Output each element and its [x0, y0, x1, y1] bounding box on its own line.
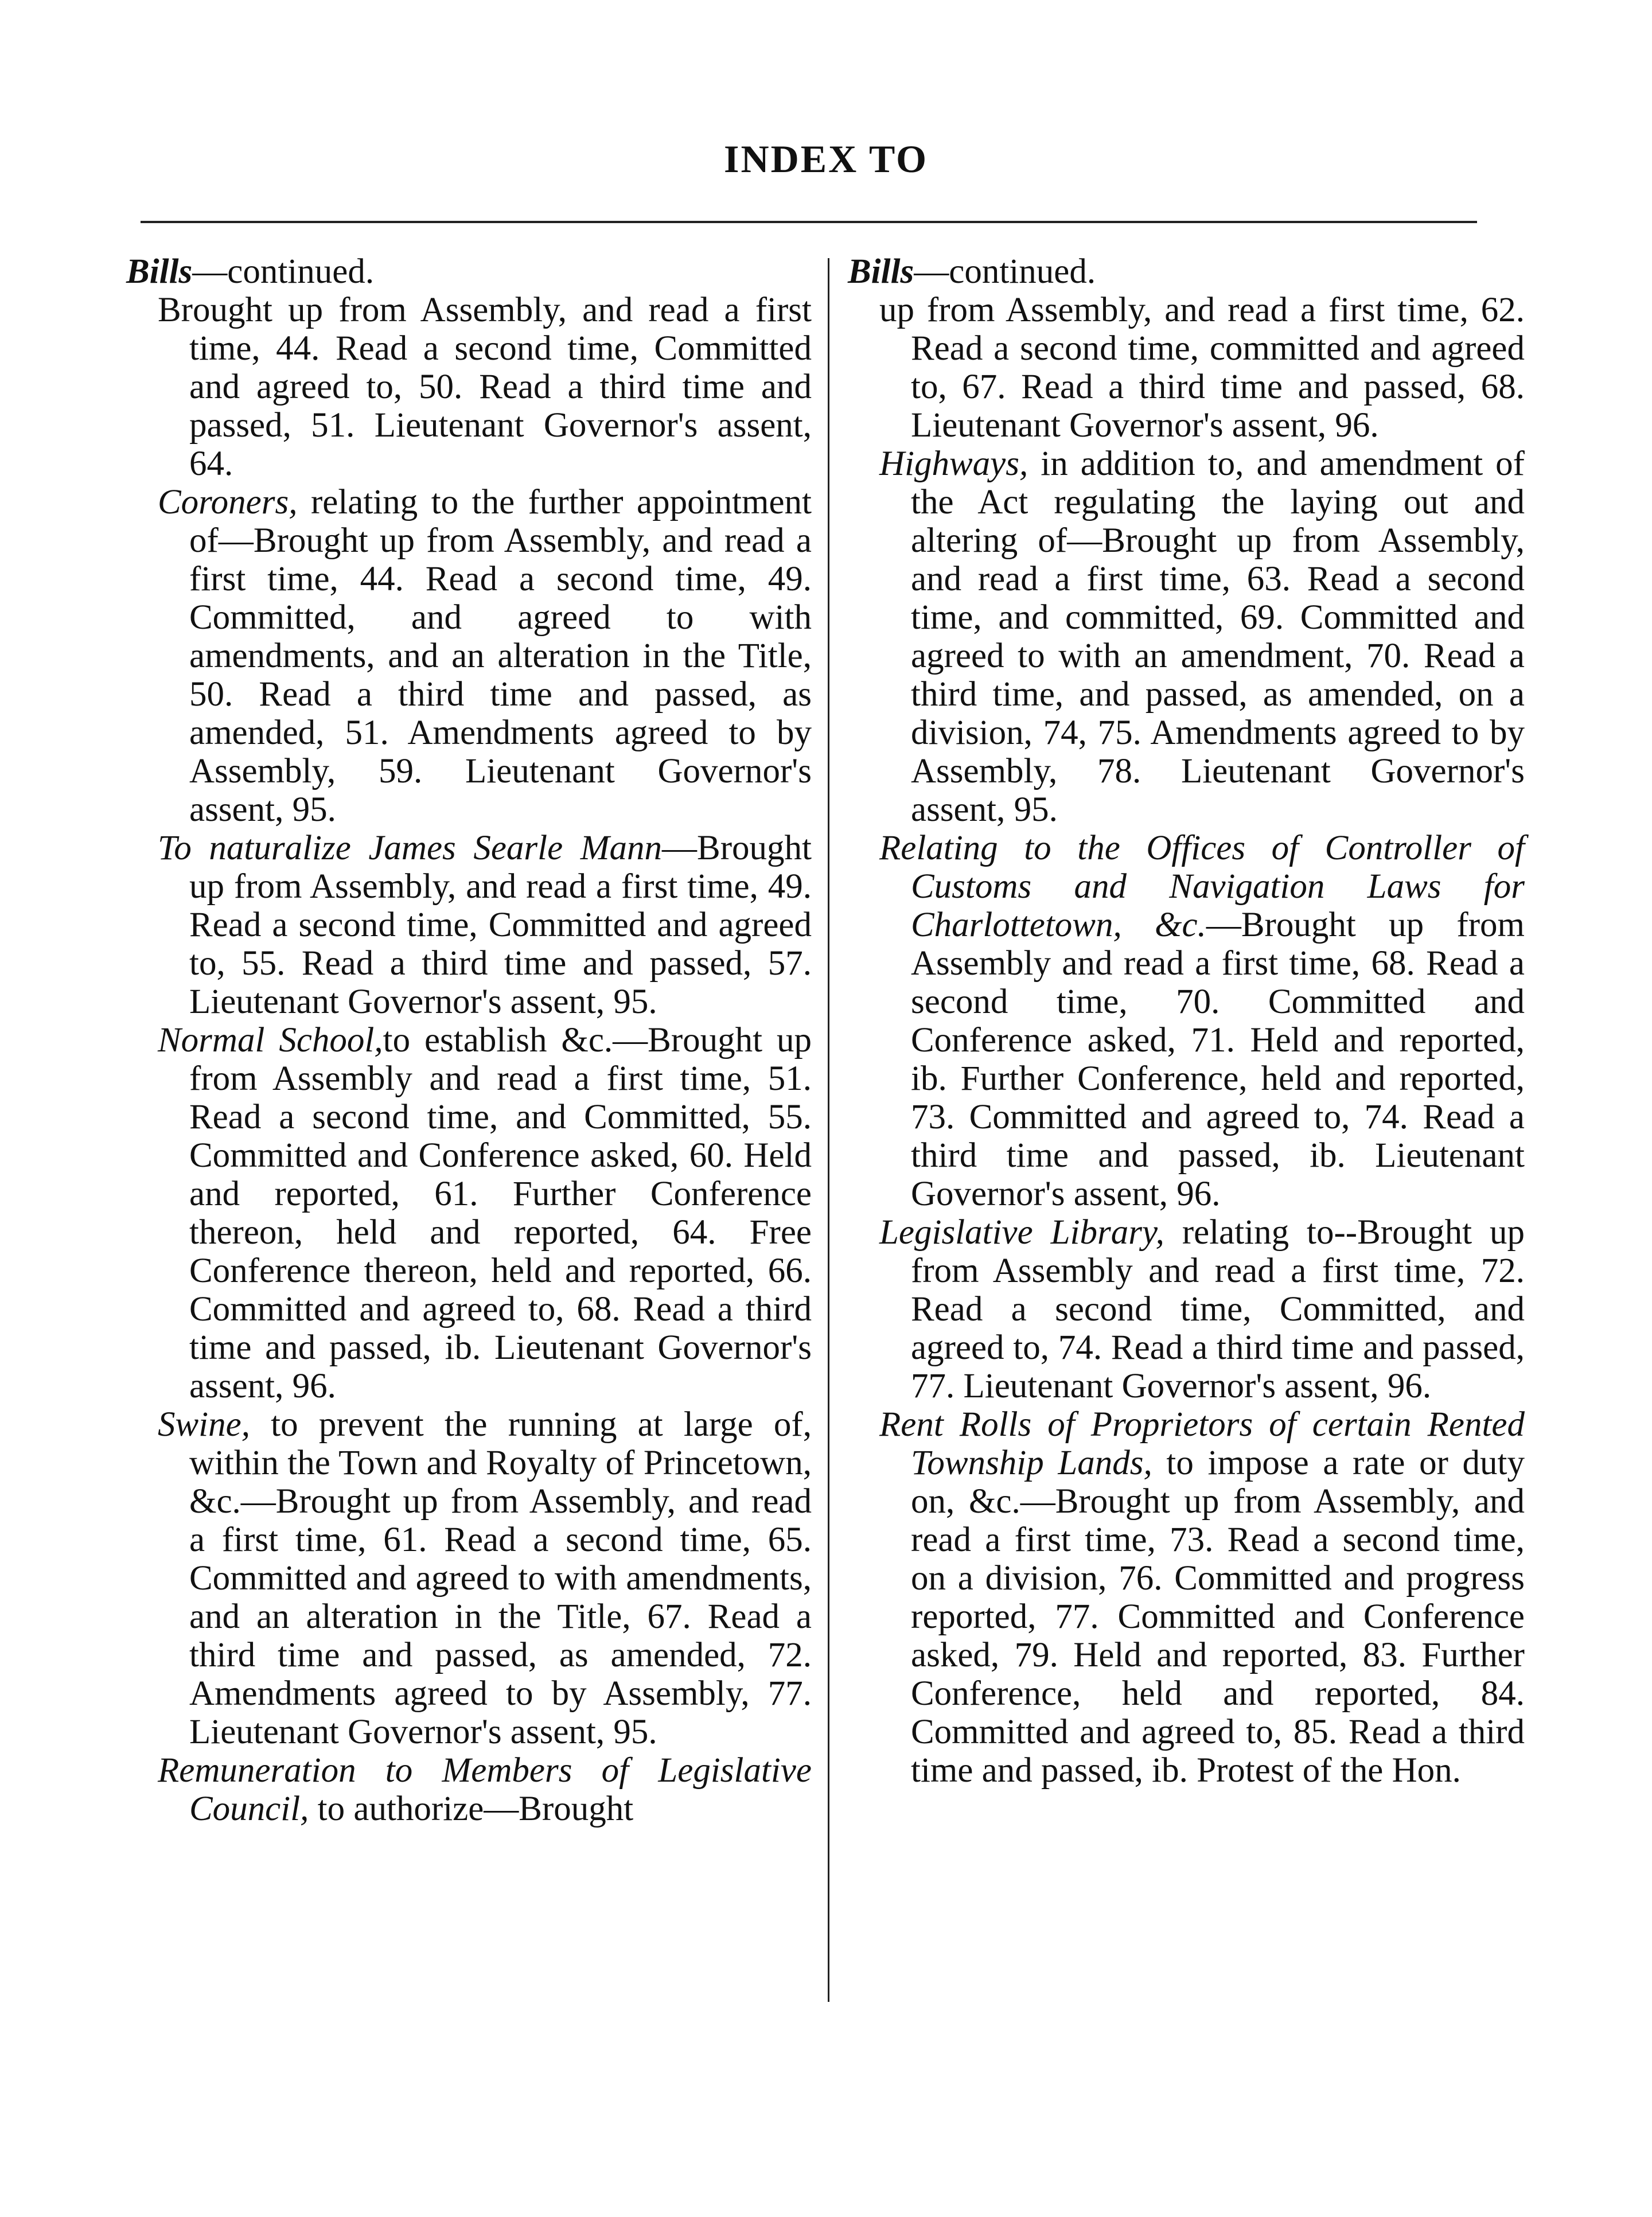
- entry-body: to prevent the running at large of, within the Town and Royalty of Princetown, &c.—Brought up from Assembly, and read a first time, 61. Read a second time, 65. Committed and agreed to with amendments, and an alteration in the Title, 67. Read a third time and passed, as amended, 72. Amendments agreed to by Assembly, 77. Lieutenant Governor's assent, 95.: [189, 1405, 812, 1751]
- index-entry: [848, 445, 1525, 829]
- continued-heading: [126, 252, 812, 291]
- entry-body: relating to--Brought up from Assembly and read a first time, 72. Read a second time, Committed, and agreed to, 74. Read a third time and passed, 77. Lieutenant Governor's assent, 96.: [911, 1213, 1525, 1405]
- entry-body: to impose a rate or duty on, &c.—Brought up from Assembly, and read a first time, 73. Read a second time, on a division, 76. Committed and progress reported, 77. Committed and Conference asked, 79. Held and reported, 83. Further Conference, held and reported, 84. Committed and agreed to, 85. Read a third time and passed, ib. Protest of the Hon.: [911, 1444, 1525, 1790]
- index-entry: [126, 483, 812, 829]
- index-entry: [848, 829, 1525, 1213]
- column-divider: [828, 258, 829, 2002]
- entry-title: Highways,: [879, 445, 1028, 483]
- index-entry: [126, 1405, 812, 1751]
- left-column: [126, 252, 812, 1828]
- section-heading: Bills: [848, 252, 914, 291]
- entry-body: up from Assembly, and read a first time, 62. Read a second time, committed and agreed to, 67. Read a third time and passed, 68. Lieutenant Governor's assent, 96.: [879, 291, 1525, 445]
- entry-body: Brought up from Assembly, and read a first time, 44. Read a second time, Committed and agreed to, 50. Read a third time and passed, 51. Lieutenant Governor's assent, 64.: [158, 291, 812, 483]
- right-column: [848, 252, 1525, 1790]
- header-rule: [141, 221, 1477, 223]
- index-entry: [848, 1213, 1525, 1405]
- entry-body: to establish &c.—Brought up from Assembly and read a first time, 51. Read a second time, and Committed, 55. Committed and Conference asked, 60. Held and reported, 61. Further Conference thereon, held and reported, 64. Free Conference thereon, held and reported, 66. Committed and agreed to, 68. Read a third time and passed, ib. Lieutenant Governor's assent, 96.: [189, 1021, 812, 1405]
- continued-suffix: —continued.: [192, 252, 375, 291]
- index-entry: [848, 1405, 1525, 1790]
- index-entry: [126, 1021, 812, 1405]
- continued-suffix: —continued.: [914, 252, 1096, 291]
- entry-body: relating to the further appointment of—Brought up from Assembly, and read a first time, 44. Read a second time, 49. Committed, and agreed to with amendments, and an alteration in the Title, 50. Read a third time and passed, as amended, 51. Amendments agreed to by Assembly, 59. Lieutenant Governor's assent, 95.: [189, 483, 812, 829]
- page-title: INDEX TO: [724, 137, 928, 181]
- entry-body: in addition to, and amendment of the Act regulating the laying out and altering of—Brought up from Assembly, and read a first time, 63. Read a second time, and committed, 69. Committed and agreed to with an amendment, 70. Read a third time, and passed, as amended, on a division, 74, 75. Amendments agreed to by Assembly, 78. Lieutenant Governor's assent, 95.: [911, 445, 1525, 829]
- section-heading: Bills: [126, 252, 193, 291]
- entry-body: —Brought up from Assembly, and read a first time, 49. Read a second time, Committed and agreed to, 55. Read a third time and passed, 57. Lieutenant Governor's assent, 95.: [189, 829, 812, 1021]
- entry-title: Coroners,: [158, 483, 298, 521]
- entry-title: To naturalize James Searle Mann: [158, 829, 663, 867]
- index-entry: [126, 291, 812, 483]
- index-entry: [126, 829, 812, 1021]
- entry-title: Rent Rolls of Proprietors of certain Rented Township Lands,: [879, 1405, 1525, 1482]
- index-entry: [848, 291, 1525, 445]
- continued-heading: [848, 252, 1525, 291]
- entry-body: to authorize—Brought: [309, 1790, 634, 1828]
- index-entry: [126, 1751, 812, 1828]
- entry-body: —Brought up from Assembly and read a first time, 68. Read a second time, 70. Committed and Conference asked, 71. Held and reported, ib. Further Conference, held and reported, 73. Committed and agreed to, 74. Read a third time and passed, ib. Lieutenant Governor's assent, 96.: [911, 906, 1525, 1213]
- entry-title: Remuneration to Members of Legislative Council,: [158, 1751, 812, 1828]
- entry-title: Normal School,: [158, 1021, 383, 1059]
- entry-title: Relating to the Offices of Controller of Customs and Navigation Laws for Charlottetown, &c.: [879, 829, 1525, 944]
- entry-title: Swine,: [158, 1405, 250, 1444]
- entry-title: Legislative Library,: [879, 1213, 1164, 1252]
